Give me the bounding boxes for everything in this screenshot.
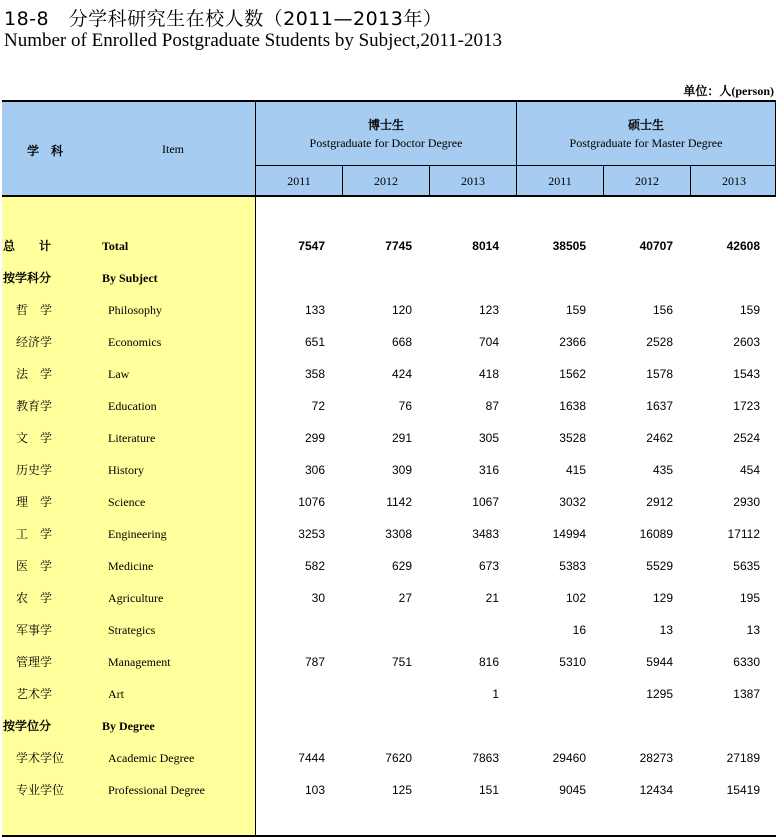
cell-value: 704 <box>478 335 499 349</box>
cell-value: 668 <box>391 335 412 349</box>
year-header: 2011 <box>548 174 572 188</box>
table-row <box>0 332 778 352</box>
row-label-english: Philosophy <box>108 303 163 317</box>
cell-value: 38505 <box>552 239 586 253</box>
cell-value: 7745 <box>385 239 412 253</box>
cell-value: 103 <box>304 783 325 797</box>
row-label-chinese: 教育学 <box>16 399 53 413</box>
cell-value: 125 <box>391 783 412 797</box>
row-label-english: History <box>108 463 144 477</box>
cell-value: 120 <box>391 303 412 317</box>
year-header: 2012 <box>374 174 398 188</box>
table-row <box>0 396 778 416</box>
cell-value: 1578 <box>646 367 673 381</box>
cell-value: 3308 <box>385 527 412 541</box>
cell-value: 27 <box>398 591 412 605</box>
cell-value: 415 <box>565 463 586 477</box>
master-header-english: Postgraduate for Master Degree <box>569 136 723 150</box>
cell-value: 42608 <box>726 239 760 253</box>
cell-value: 2462 <box>646 431 673 445</box>
cell-value: 9045 <box>559 783 586 797</box>
cell-value: 21 <box>485 591 499 605</box>
cell-value: 28273 <box>639 751 673 765</box>
row-label-chinese: 学术学位 <box>16 751 65 765</box>
table-row <box>0 364 778 384</box>
cell-value: 87 <box>485 399 499 413</box>
table-row <box>0 748 778 768</box>
row-label-chinese: 理 学 <box>16 495 53 509</box>
cell-value: 102 <box>565 591 586 605</box>
cell-value: 454 <box>739 463 760 477</box>
cell-value: 159 <box>565 303 586 317</box>
row-label-chinese: 总 计 <box>3 239 52 253</box>
cell-value: 5635 <box>733 559 760 573</box>
cell-value: 15419 <box>726 783 760 797</box>
cell-value: 72 <box>311 399 325 413</box>
cell-value: 129 <box>652 591 673 605</box>
year-header: 2013 <box>461 174 485 188</box>
cell-value: 1142 <box>386 495 412 509</box>
cell-value: 1076 <box>298 495 325 509</box>
row-label-chinese: 军事学 <box>16 623 53 637</box>
row-label-english: By Degree <box>102 719 155 733</box>
cell-value: 2528 <box>646 335 673 349</box>
item-header-english: Item <box>162 142 184 156</box>
cell-value: 13 <box>659 623 673 637</box>
row-label-english: Total <box>102 239 129 253</box>
cell-value: 2524 <box>733 431 760 445</box>
table-row <box>0 588 778 608</box>
cell-value: 2912 <box>646 495 673 509</box>
cell-value: 5529 <box>646 559 673 573</box>
row-label-chinese: 文 学 <box>16 431 53 445</box>
table-row <box>0 620 778 640</box>
doctor-header-english: Postgraduate for Doctor Degree <box>309 136 463 150</box>
row-label-english: Management <box>108 655 171 669</box>
cell-value: 1562 <box>559 367 586 381</box>
row-label-english: Law <box>108 367 130 381</box>
cell-value: 2366 <box>559 335 586 349</box>
cell-value: 1543 <box>733 367 760 381</box>
cell-value: 133 <box>304 303 325 317</box>
cell-value: 424 <box>391 367 412 381</box>
table-row <box>0 652 778 672</box>
table-row <box>0 268 778 288</box>
row-label-english: Medicine <box>108 559 154 573</box>
cell-value: 151 <box>478 783 499 797</box>
cell-value: 816 <box>478 655 499 669</box>
cell-value: 305 <box>478 431 499 445</box>
cell-value: 8014 <box>472 239 499 253</box>
cell-value: 17112 <box>727 527 760 541</box>
table-row <box>0 236 778 256</box>
cell-value: 3483 <box>472 527 499 541</box>
master-header-chinese: 硕士生 <box>627 118 664 132</box>
subject-header-chinese: 学 科 <box>27 144 64 158</box>
year-header: 2013 <box>722 174 746 188</box>
unit-label: 单位：人(person) <box>683 84 774 98</box>
cell-value: 5383 <box>559 559 586 573</box>
cell-value: 16 <box>572 623 586 637</box>
cell-value: 7863 <box>472 751 499 765</box>
cell-value: 1067 <box>472 495 499 509</box>
row-label-english: Literature <box>108 431 156 445</box>
cell-value: 123 <box>478 303 499 317</box>
table-row <box>0 780 778 800</box>
row-label-chinese: 按学科分 <box>3 271 52 285</box>
cell-value: 673 <box>478 559 499 573</box>
cell-value: 358 <box>304 367 325 381</box>
row-label-english: By Subject <box>102 271 158 285</box>
cell-value: 787 <box>304 655 325 669</box>
year-header: 2011 <box>287 174 311 188</box>
table-row <box>0 716 778 736</box>
table-row <box>0 556 778 576</box>
doctor-header-chinese: 博士生 <box>367 118 404 132</box>
cell-value: 159 <box>739 303 760 317</box>
cell-value: 5310 <box>559 655 586 669</box>
cell-value: 751 <box>391 655 412 669</box>
cell-value: 195 <box>739 591 760 605</box>
row-label-english: Science <box>108 495 146 509</box>
cell-value: 1 <box>492 687 499 701</box>
row-label-english: Strategics <box>108 623 156 637</box>
cell-value: 582 <box>304 559 325 573</box>
cell-value: 7620 <box>385 751 412 765</box>
cell-value: 309 <box>391 463 412 477</box>
row-label-english: Professional Degree <box>108 783 205 797</box>
table-row <box>0 492 778 512</box>
table-title-english: Number of Enrolled Postgraduate Students by Subject,2011-2013 <box>4 30 502 51</box>
row-label-english: Education <box>108 399 157 413</box>
cell-value: 2930 <box>733 495 760 509</box>
cell-value: 5944 <box>646 655 673 669</box>
row-label-chinese: 法 学 <box>16 367 53 381</box>
row-label-chinese: 历史学 <box>16 463 53 477</box>
year-header: 2012 <box>635 174 659 188</box>
row-label-english: Economics <box>108 335 162 349</box>
cell-value: 29460 <box>552 751 586 765</box>
cell-value: 14994 <box>552 527 586 541</box>
cell-value: 316 <box>478 463 499 477</box>
table-row <box>0 524 778 544</box>
cell-value: 12434 <box>639 783 673 797</box>
row-label-chinese: 专业学位 <box>16 783 65 797</box>
row-label-chinese: 按学位分 <box>3 719 52 733</box>
cell-value: 27189 <box>726 751 760 765</box>
cell-value: 3032 <box>559 495 586 509</box>
row-label-english: Agriculture <box>108 591 164 605</box>
row-label-english: Academic Degree <box>108 751 195 765</box>
cell-value: 7547 <box>298 239 325 253</box>
row-label-chinese: 农 学 <box>16 591 53 605</box>
row-label-chinese: 经济学 <box>16 335 53 349</box>
cell-value: 2603 <box>733 335 760 349</box>
cell-value: 1638 <box>559 399 586 413</box>
row-label-chinese: 管理学 <box>16 655 53 669</box>
cell-value: 40707 <box>639 239 673 253</box>
cell-value: 629 <box>391 559 412 573</box>
cell-value: 30 <box>311 591 325 605</box>
cell-value: 1637 <box>646 399 673 413</box>
row-label-chinese: 工 学 <box>16 527 53 541</box>
cell-value: 7444 <box>298 751 325 765</box>
row-label-english: Engineering <box>108 527 167 541</box>
cell-value: 435 <box>652 463 673 477</box>
cell-value: 76 <box>398 399 412 413</box>
cell-value: 156 <box>652 303 673 317</box>
row-label-chinese: 医 学 <box>16 559 53 573</box>
cell-value: 418 <box>478 367 499 381</box>
row-label-chinese: 艺术学 <box>16 687 53 701</box>
cell-value: 16089 <box>639 527 673 541</box>
table-row <box>0 460 778 480</box>
cell-value: 299 <box>304 431 325 445</box>
table-row <box>0 428 778 448</box>
cell-value: 291 <box>391 431 412 445</box>
table-row <box>0 300 778 320</box>
cell-value: 3253 <box>298 527 325 541</box>
cell-value: 1723 <box>733 399 760 413</box>
table-title-chinese: 18-8 分学科研究生在校人数（2011—2013年） <box>4 8 443 30</box>
cell-value: 1387 <box>733 687 760 701</box>
table-row <box>0 684 778 704</box>
cell-value: 1295 <box>646 687 673 701</box>
cell-value: 6330 <box>733 655 760 669</box>
row-label-chinese: 哲 学 <box>16 303 53 317</box>
cell-value: 13 <box>746 623 760 637</box>
cell-value: 651 <box>304 335 325 349</box>
cell-value: 306 <box>304 463 325 477</box>
row-label-english: Art <box>108 687 124 701</box>
cell-value: 3528 <box>559 431 586 445</box>
